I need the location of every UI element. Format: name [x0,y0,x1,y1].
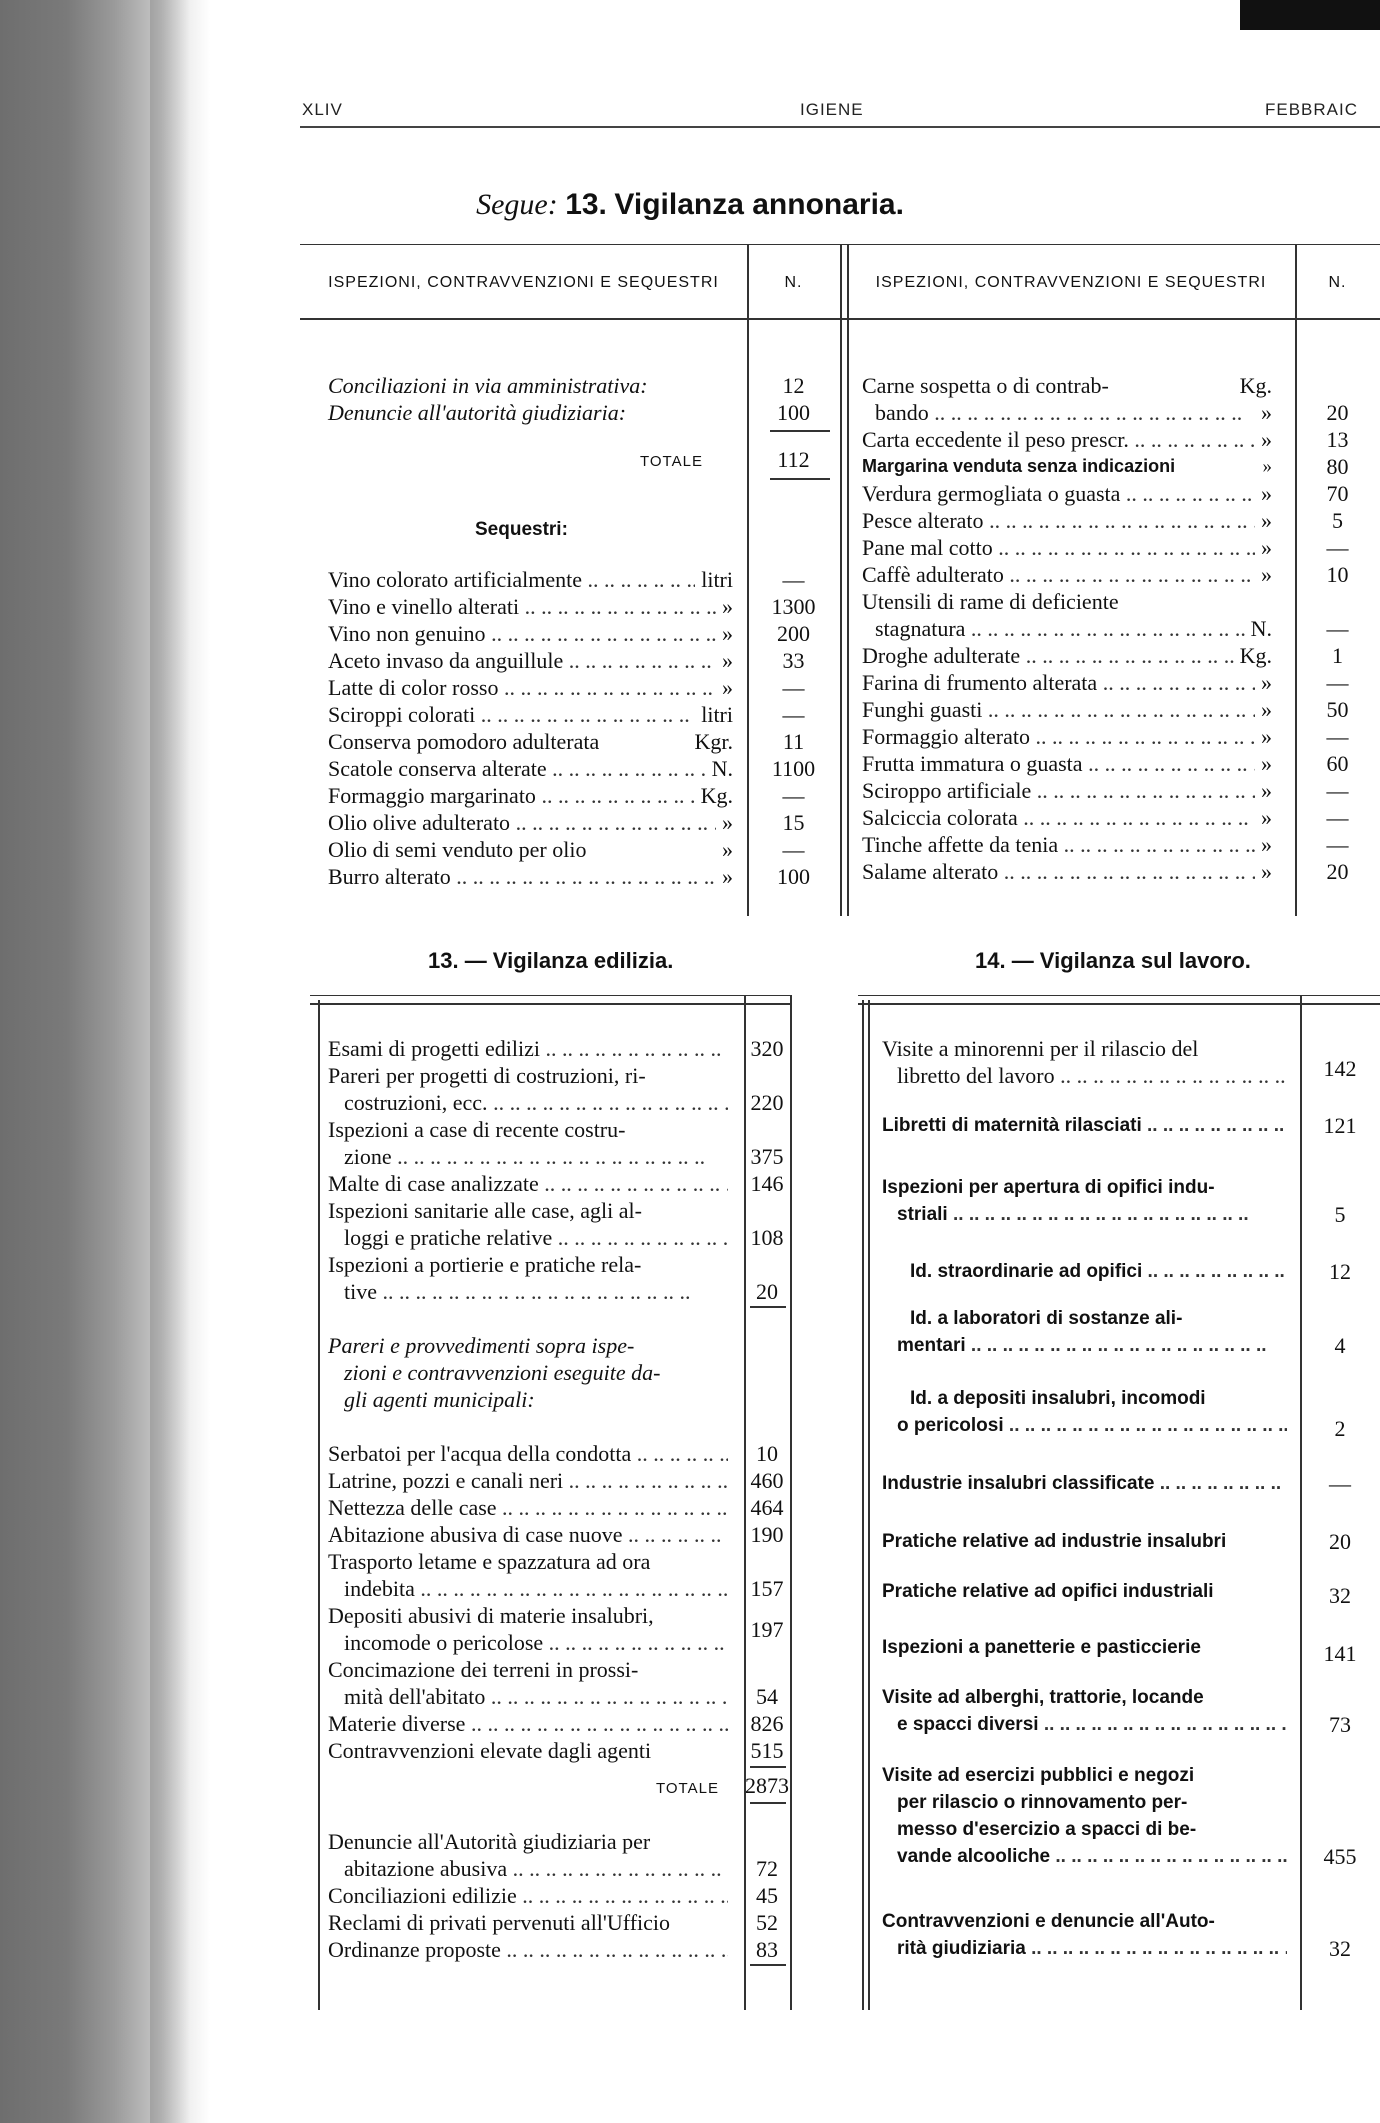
lavoro-value: 4 [1334,1333,1346,1358]
list-item: Malte di case analizzate .. .. [328,1170,728,1197]
totale-value: 112 [777,447,810,472]
list-value: 70 [1326,481,1349,506]
list-item: Ispezioni sanitarie alle case, agli al- [328,1198,642,1223]
lavoro-value: — [1329,1471,1351,1496]
list-item-cont: abitazione abusiva .. .. [344,1855,728,1882]
list-value: 826 [750,1711,784,1736]
denuncie-value: 100 [777,400,810,425]
list-value: 20 [756,1279,778,1304]
list-value: 1300 [771,594,816,619]
list-item: Trasporto letame e spazzatura ad ora [328,1549,651,1574]
list-item-cont: mità dell'abitato .. .. [344,1683,728,1710]
list-item: Funghi guasti .. .. » [862,696,1272,723]
lavoro-item: Visite a minorenni per il rilascio del [882,1036,1199,1061]
list-item: Depositi abusivi di materie insalubri, [328,1603,654,1628]
list-value: 52 [756,1910,778,1935]
list-value: 33 [782,648,805,673]
list-item: Abitazione abusiva di case nuove .. .. [328,1521,728,1548]
lavoro-item-cont: e spacci diversi .. .. [897,1711,1287,1738]
list-item: Ispezioni a portierie e pratiche rela- [328,1252,642,1277]
list-item: Reclami di privati pervenuti all'Ufficio [328,1910,671,1935]
edilizia-col-divider [790,995,792,2010]
col-header-right: ISPEZIONI, CONTRAVVENZIONI E SEQUESTRI [875,274,1267,291]
list-item: Materie diverse .. .. [328,1710,728,1737]
list-value: — [1326,805,1349,830]
list-item: Carne sospetta o di contrab- Kg. [862,373,1272,398]
col-divider [840,244,842,916]
list-value: 1100 [771,756,816,781]
list-item: Aceto invaso da anguillule .. .. » [328,647,733,674]
list-value: 100 [777,864,810,889]
list-value: 72 [756,1856,778,1881]
running-title: IGIENE [800,100,864,119]
list-item-cont: incomode o pericolose .. .. [344,1629,728,1656]
lavoro-value: 5 [1334,1202,1346,1227]
list-item: Salciccia colorata .. .. » [862,804,1272,831]
list-item: Latrine, pozzi e canali neri .. .. [328,1467,728,1494]
lavoro-item: Pratiche relative ad industrie insalubri [882,1531,1227,1552]
lavoro-item-cont: libretto del lavoro .. .. [897,1062,1287,1089]
pareri-heading: gli agenti municipali: [344,1387,535,1412]
totale-label: TOTALE [640,453,703,470]
lavoro-title: 14. — Vigilanza sul lavoro. [975,948,1251,973]
list-item: Contravvenzioni elevate dagli agenti [328,1738,652,1763]
list-value: 13 [1326,427,1349,452]
heading-prefix: Segue: [476,188,558,221]
list-item: Salame alterato .. .. » [862,858,1272,885]
lavoro-value: 142 [1323,1056,1357,1081]
scan-dark-corner [1240,0,1380,30]
sequestri-title: Sequestri: [475,519,568,540]
lavoro-value: 32 [1329,1936,1351,1961]
list-item-cont: stagnatura .. .. N. [875,615,1272,642]
col-header-left: ISPEZIONI, CONTRAVVENZIONI E SEQUESTRI [328,274,719,291]
list-item: Sciroppo artificiale .. .. » [862,777,1272,804]
list-value: 50 [1326,697,1349,722]
lavoro-item-cont: striali .. .. [897,1201,1287,1228]
lavoro-item: Contravvenzioni e denuncie all'Auto- [882,1911,1215,1932]
list-item: Conciliazioni edilizie .. .. [328,1882,728,1909]
list-value: — [1326,832,1349,857]
list-item: Caffè adulterato .. .. » [862,561,1272,588]
lavoro-value: 121 [1323,1113,1357,1138]
lavoro-item: Visite ad esercizi pubblici e negozi [882,1765,1195,1786]
list-value: 375 [750,1144,784,1169]
list-value: — [782,702,805,727]
list-value: 15 [782,810,805,835]
list-value: 5 [1332,508,1343,533]
lavoro-value: 73 [1329,1712,1351,1737]
page-number: XLIV [302,100,343,119]
lavoro-item: Libretti di maternità rilasciati .. .. [882,1112,1287,1139]
list-item: Concimazione dei terreni in prossi- [328,1657,639,1682]
list-value: 11 [782,729,805,754]
list-item: Pareri per progetti di costruzioni, ri- [328,1063,646,1088]
list-item: Formaggio margarinato .. .. Kg. [328,782,733,809]
list-item: Verdura germogliata o guasta .. .. » [862,480,1272,507]
list-item: Droghe adulterate .. .. Kg. [862,642,1272,669]
sum-rule [750,1964,786,1966]
list-value: — [1326,535,1349,560]
list-item: Farina di frumento alterata .. .. » [862,669,1272,696]
list-item-cont: tive .. .. [344,1278,728,1305]
list-value: — [1326,616,1349,641]
list-value: 200 [777,621,810,646]
lavoro-item: Ispezioni per apertura di opifici indu- [882,1177,1215,1198]
list-value: — [1326,670,1349,695]
list-item: Serbatoi per l'acqua della condotta .. .. [328,1440,728,1467]
list-value: — [1326,778,1349,803]
list-item: Burro alterato .. .. » [328,863,733,890]
lavoro-item: Ispezioni a panetterie e pasticcierie [882,1637,1201,1658]
denuncie-label: Denuncie all'autorità giudiziaria: [328,400,627,425]
lavoro-left-border [868,1000,870,2010]
list-item-cont: costruzioni, ecc. .. .. [344,1089,728,1116]
edilizia-left-border [318,1000,320,2010]
edilizia-title: 13. — Vigilanza edilizia. [428,948,674,973]
list-item-cont: loggi e pratiche relative .. .. [344,1224,728,1251]
list-item-cont: zione .. .. [344,1143,728,1170]
list-value: 220 [750,1090,784,1115]
list-item: Olio di semi venduto per olio » [328,837,733,862]
pareri-heading: zioni e contravvenzioni eseguite da- [344,1360,661,1385]
edilizia-top-rule [310,1003,790,1005]
list-value: 197 [750,1617,784,1642]
lavoro-value: 2 [1334,1416,1346,1441]
list-item: Scatole conserva alterate .. .. N. [328,755,733,782]
list-item: Formaggio alterato .. .. » [862,723,1272,750]
conciliazioni-value: 12 [782,373,805,398]
lavoro-item-cont: messo d'esercizio a spacci di be- [897,1819,1197,1840]
lavoro-value: 32 [1329,1583,1351,1608]
list-item-cont: bando .. .. » [875,399,1272,426]
list-item: Olio olive adulterato .. .. » [328,809,733,836]
list-item: Ordinanze proposte .. .. [328,1936,728,1963]
list-value: — [782,783,805,808]
list-value: 10 [756,1441,778,1466]
list-value: — [782,567,805,592]
list-value: 515 [750,1738,784,1763]
edilizia-top-rule [310,995,790,996]
list-item: Tinche affette da tenia .. .. » [862,831,1272,858]
lavoro-item: Id. a depositi insalubri, incomodi [910,1388,1206,1409]
list-item: Frutta immatura o guasta .. .. » [862,750,1272,777]
list-value: 146 [750,1171,784,1196]
lavoro-left-border [862,1000,864,2010]
list-value: 10 [1326,562,1349,587]
sum-rule [770,430,830,432]
heading-number: 13. [565,188,607,221]
list-value: 60 [1326,751,1349,776]
lavoro-item: Pratiche relative ad opifici industriali [882,1581,1214,1602]
list-value: 1 [1332,643,1343,668]
list-item-cont: indebita .. .. [344,1575,728,1602]
list-item: Conserva pomodoro adulterata Kgr. [328,729,733,754]
list-item: Pesce alterato .. .. » [862,507,1272,534]
sum-rule [750,1802,786,1804]
list-value: 108 [750,1225,784,1250]
list-value: 190 [750,1522,784,1547]
list-value: 320 [750,1036,784,1061]
list-value: 464 [750,1495,784,1520]
pareri-heading: Pareri e provvedimenti sopra ispe- [328,1333,635,1358]
running-month: FEBBRAIC [1265,100,1359,119]
heading-title: Vigilanza annonaria. [614,188,904,221]
lavoro-value: 20 [1329,1529,1351,1554]
lavoro-item-cont: o pericolosi .. .. [897,1412,1287,1439]
list-value: — [1326,724,1349,749]
list-value: 157 [750,1576,784,1601]
list-value: 20 [1326,859,1349,884]
lavoro-value: 455 [1323,1844,1357,1869]
section-heading [0,188,1380,222]
list-item: Carta eccedente il peso prescr. .. .. » [862,426,1272,453]
list-item: Esami di progetti edilizi .. .. [328,1035,728,1062]
list-item: Denuncie all'Autorità giudiziaria per [328,1829,651,1854]
sum-rule [770,478,830,480]
sum-rule [750,1766,786,1768]
lavoro-item-cont: rità giudiziaria .. .. [897,1935,1287,1962]
lavoro-item: Id. straordinarie ad opifici .. .. [910,1258,1287,1285]
list-item: Vino non genuino .. .. » [328,620,733,647]
col-header-n-left: N. [784,274,803,291]
lavoro-item: Visite ad alberghi, trattorie, locande [882,1687,1204,1708]
edilizia-totale-label: TOTALE [656,1780,719,1797]
list-value: — [782,837,805,862]
lavoro-item: Id. a laboratori di sostanze ali- [910,1308,1183,1329]
lavoro-item-cont: mentari .. .. [897,1332,1287,1359]
lavoro-item-cont: per rilascio o rinnovamento per- [897,1792,1188,1813]
list-value: 54 [756,1684,778,1709]
list-item: Vino e vinello alterati .. .. » [328,593,733,620]
lavoro-value: 141 [1323,1641,1357,1666]
lavoro-item-cont: vande alcooliche .. .. [897,1843,1287,1870]
list-value: 83 [756,1937,778,1962]
list-item: Vino colorato artificialmente .. .. litri [328,566,733,593]
col-divider [847,244,849,916]
list-value: 20 [1326,400,1349,425]
list-item: Sciroppi colorati .. .. litri [328,701,733,728]
sum-rule [750,1306,786,1308]
list-item: Latte di color rosso .. .. » [328,674,733,701]
list-value: — [782,675,805,700]
header-rule [300,126,1380,128]
list-item: Nettezza delle case .. .. [328,1494,728,1521]
list-value: 45 [756,1883,778,1908]
list-item: Margarina venduta senza indicazioni » [862,456,1272,477]
list-item: Ispezioni a case di recente costru- [328,1117,626,1142]
col-header-n-right: N. [1328,274,1347,291]
list-value: 460 [750,1468,784,1493]
list-item: Pane mal cotto .. .. » [862,534,1272,561]
list-item: Utensili di rame di deficiente [862,589,1119,614]
list-value: 80 [1326,454,1349,479]
conciliazioni-label: Conciliazioni in via amministrativa: [328,373,648,398]
scan-shadow-soft [150,0,210,2123]
lavoro-item: Industrie insalubri classificate .. .. [882,1470,1287,1497]
edilizia-totale-value: 2873 [745,1773,789,1798]
lavoro-value: 12 [1329,1259,1351,1284]
